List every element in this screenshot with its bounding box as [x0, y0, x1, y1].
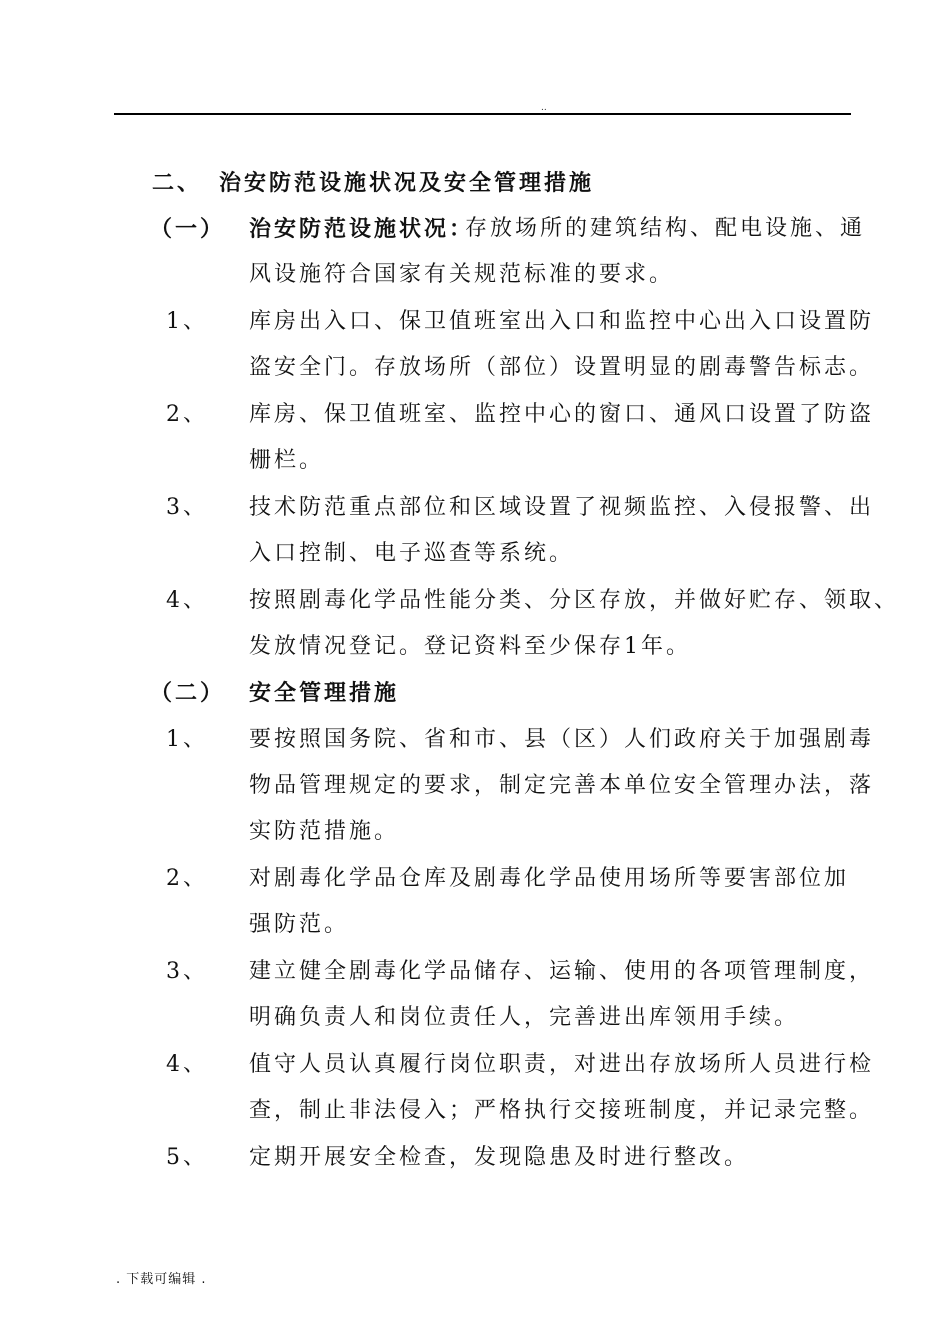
section-title: 治安防范设施状况及安全管理措施 — [219, 170, 595, 196]
list-item-number: 1、 — [166, 309, 208, 334]
list-item-text: 定期开展安全检查，发现隐患及时进行整改。 — [249, 1145, 750, 1170]
list-item-text: 发放情况登记。登记资料至少保存1年。 — [249, 634, 691, 659]
list-item-text: 库房、保卫值班室、监控中心的窗口、通风口设置了防盗 — [249, 402, 875, 427]
list-item-number: 3、 — [166, 959, 208, 984]
list-item-text: 要按照国务院、省和市、县（区）人们政府关于加强剧毒 — [249, 727, 875, 752]
list-item-text: 库房出入口、保卫值班室出入口和监控中心出入口设置防 — [249, 309, 875, 334]
subsection-text: 存放场所的建筑结构、配电设施、通 — [465, 216, 866, 241]
subsection-number: （二） — [150, 680, 226, 706]
list-item-text: 入口控制、电子巡查等系统。 — [249, 541, 575, 566]
list-item-number: 2、 — [166, 866, 208, 891]
list-item-number: 4、 — [166, 1052, 208, 1077]
list-item-number: 2、 — [166, 402, 208, 427]
subsection-title: 治安防范设施状况： — [249, 216, 475, 242]
subsection-text: 风设施符合国家有关规范标准的要求。 — [249, 262, 675, 287]
subsection-title: 安全管理措施 — [249, 680, 400, 706]
footer-note: . 下载可编辑 . — [116, 1272, 207, 1287]
list-item-number: 1、 — [166, 727, 208, 752]
list-item-text: 物品管理规定的要求，制定完善本单位安全管理办法，落 — [249, 773, 875, 798]
list-item-text: 盗安全门。存放场所（部位）设置明显的剧毒警告标志。 — [249, 355, 875, 380]
header-mark: .. — [541, 103, 547, 113]
list-item-text: 实防范措施。 — [249, 819, 400, 844]
list-item-text: 按照剧毒化学品性能分类、分区存放，并做好贮存、领取、 — [249, 588, 900, 613]
list-item-text: 建立健全剧毒化学品储存、运输、使用的各项管理制度， — [249, 959, 875, 984]
list-item-number: 5、 — [166, 1145, 208, 1170]
subsection-number: （一） — [150, 216, 226, 242]
list-item-number: 3、 — [166, 495, 208, 520]
list-item-text: 强防范。 — [249, 912, 350, 937]
list-item-text: 明确负责人和岗位责任人，完善进出库领用手续。 — [249, 1005, 800, 1030]
list-item-text: 栅栏。 — [249, 448, 325, 473]
list-item-text: 查，制止非法侵入；严格执行交接班制度，并记录完整。 — [249, 1098, 875, 1123]
header-rule — [114, 113, 851, 115]
list-item-text: 技术防范重点部位和区域设置了视频监控、入侵报警、出 — [249, 495, 875, 520]
section-number: 二、 — [152, 170, 203, 196]
list-item-text: 值守人员认真履行岗位职责，对进出存放场所人员进行检 — [249, 1052, 875, 1077]
list-item-number: 4、 — [166, 588, 208, 613]
list-item-text: 对剧毒化学品仓库及剧毒化学品使用场所等要害部位加 — [249, 866, 850, 891]
